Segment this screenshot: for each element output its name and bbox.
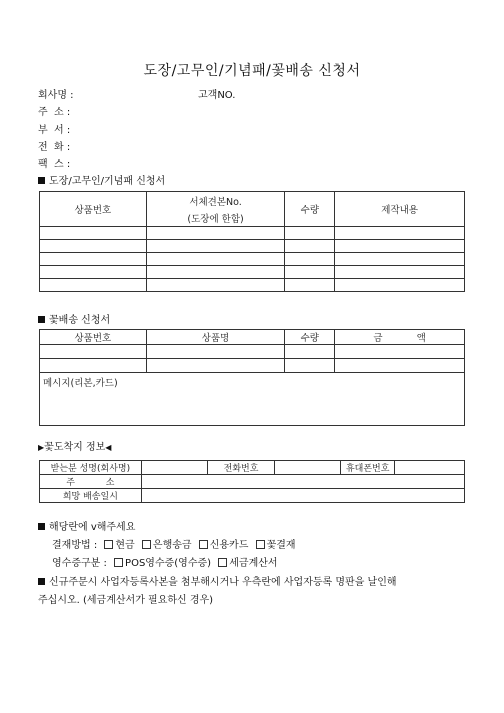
square-bullet-icon xyxy=(38,177,45,184)
recipient-label: 받는분 성명(회사명) xyxy=(40,461,142,475)
table-row[interactable] xyxy=(40,345,465,359)
section1-title: 도장/고무인/기념패 신청서 xyxy=(49,176,166,187)
checkbox-pos-receipt[interactable] xyxy=(114,558,123,567)
table-row[interactable] xyxy=(40,279,465,292)
mobile-label: 휴대폰번호 xyxy=(341,461,395,475)
section3-heading xyxy=(38,438,111,453)
checkbox-credit-card[interactable] xyxy=(199,540,208,549)
table-header-row xyxy=(40,330,465,345)
address-label: 주 소 xyxy=(40,475,142,489)
receipt-label: 영수증구분 : xyxy=(52,558,107,569)
triangle-left-icon: ◀ xyxy=(105,443,112,452)
table-row[interactable] xyxy=(40,227,465,240)
table-row[interactable] xyxy=(40,240,465,253)
font-sample-note: (도장에 한함) xyxy=(187,213,244,225)
section1-heading xyxy=(38,172,165,187)
table-row[interactable] xyxy=(40,266,465,279)
customer-no-label: 고객NO. xyxy=(198,90,236,101)
receipt-types: 영수증구분 : POS영수증(영수증) 세금계산서 xyxy=(52,558,278,569)
company-label: 회사명 : xyxy=(38,90,74,101)
table-row[interactable] xyxy=(40,359,465,373)
section2-heading xyxy=(38,311,110,326)
col-font-sample xyxy=(146,192,285,227)
square-bullet-icon xyxy=(38,523,45,530)
col-amount: 금 액 xyxy=(335,330,465,345)
table-header-row xyxy=(40,192,465,227)
delivery-date-label: 희망 배송일시 xyxy=(40,489,142,503)
col-product-no: 상품번호 xyxy=(40,330,147,345)
notice-line-2: 주십시오. (세금계산서가 필요하신 경우) xyxy=(38,595,214,606)
order-table xyxy=(39,191,465,292)
phone-label: 전화번호 xyxy=(207,461,275,475)
checkbox-bank-transfer[interactable] xyxy=(142,540,151,549)
table-row xyxy=(40,461,465,475)
square-bullet-icon xyxy=(38,316,45,323)
department-label: 부 서 : xyxy=(38,125,71,136)
checkbox-flower-payment[interactable] xyxy=(256,540,265,549)
col-product-no: 상품번호 xyxy=(40,192,147,227)
checkbox-cash[interactable] xyxy=(104,540,113,549)
phone-label: 전 화 : xyxy=(38,142,71,153)
message-label: 메시지(리본,카드) xyxy=(43,378,118,389)
col-quantity: 수량 xyxy=(285,192,335,227)
payment-methods: 결재방법 : 현금 은행송금 신용카드 꽃결재 xyxy=(52,540,296,551)
destination-table xyxy=(39,460,465,503)
table-row xyxy=(40,489,465,503)
triangle-right-icon: ▶ xyxy=(38,443,45,452)
flower-table xyxy=(39,329,465,426)
section3-title: 꽃도착지 정보 xyxy=(44,442,106,453)
form-title: 도장/고무인/기념패/꽃배송 신청서 xyxy=(143,63,361,79)
address-label: 주 소 : xyxy=(38,107,71,118)
col-quantity: 수량 xyxy=(285,330,335,345)
payment-method-label: 결재방법 : xyxy=(52,540,98,551)
fax-label: 팩 스 : xyxy=(38,159,71,170)
section2-title: 꽃배송 신청서 xyxy=(49,315,111,326)
message-cell[interactable] xyxy=(40,373,465,426)
checkbox-tax-invoice[interactable] xyxy=(218,558,227,567)
col-description: 제작내용 xyxy=(335,192,465,227)
col-product-name: 상품명 xyxy=(146,330,285,345)
message-row[interactable] xyxy=(40,373,465,426)
table-row xyxy=(40,475,465,489)
font-sample-label: 서체견본No. xyxy=(189,196,242,208)
payment-heading xyxy=(38,518,135,533)
square-bullet-icon xyxy=(38,578,45,585)
notice-line-1: 신규주문시 사업자등록사본을 첨부해시거나 우측란에 사업자등록 명판을 날인해 xyxy=(38,573,397,588)
table-row[interactable] xyxy=(40,253,465,266)
payment-title: 해당란에 v해주세요 xyxy=(49,522,136,533)
